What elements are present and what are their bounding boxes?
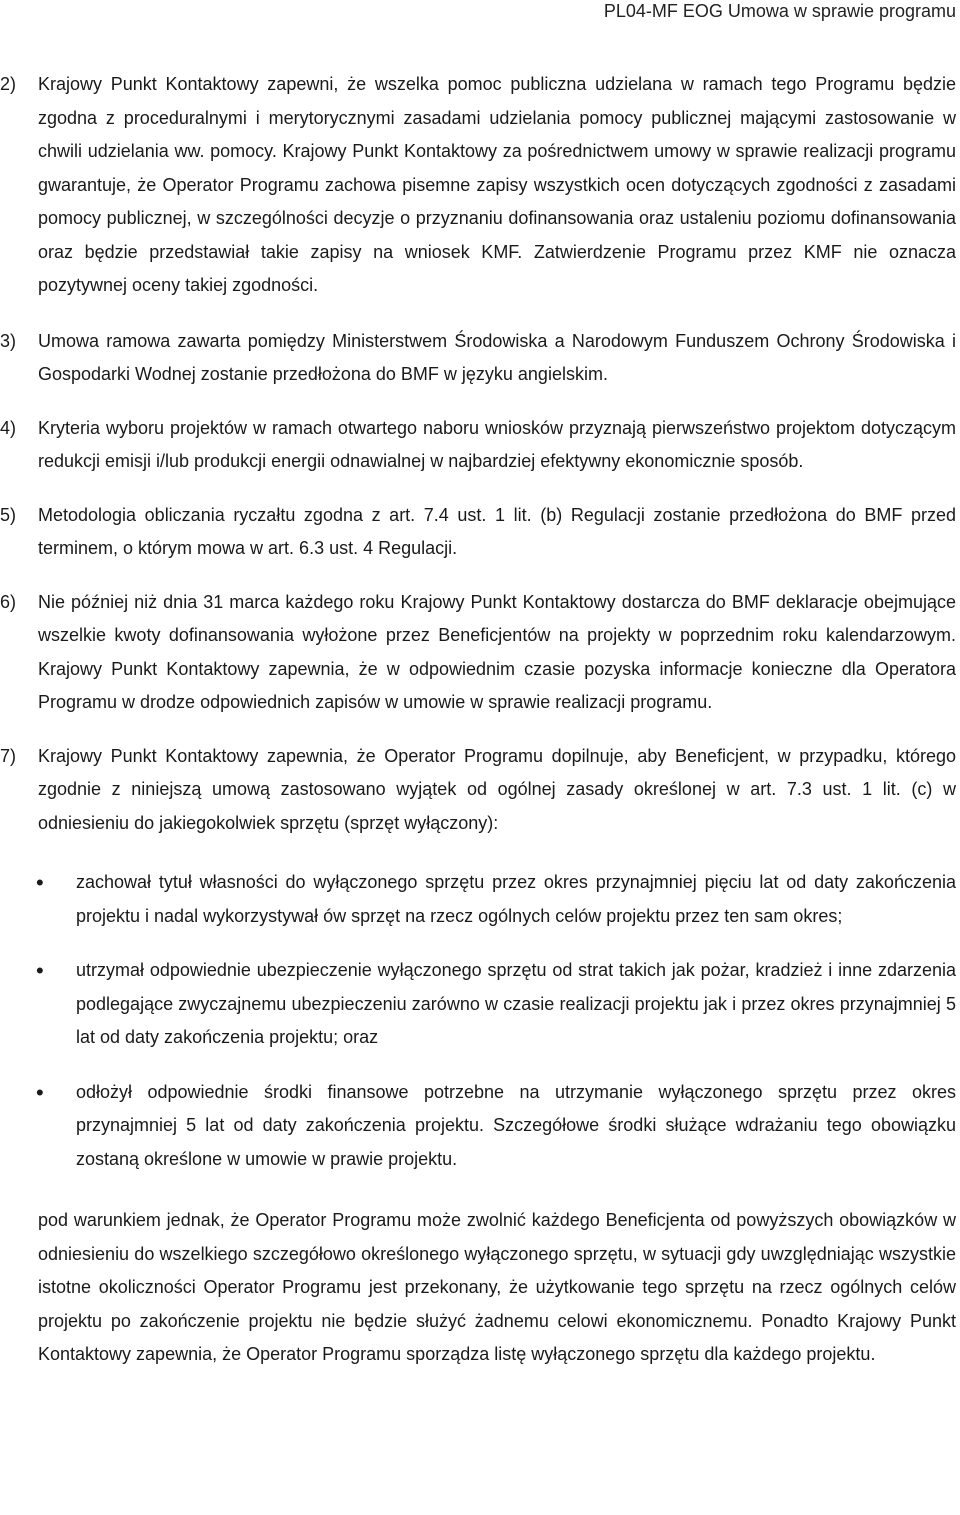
bullet-icon: • <box>36 958 44 983</box>
bullet-icon: • <box>36 870 44 895</box>
closing-paragraph: pod warunkiem jednak, że Operator Programu może zwolnić każdego Beneficjenta od powyższych obowiązków w odniesieniu do wszelkiego szczegółowo określonego wyłączonego sprzętu, w sytuacji gdy uwzględniając wszystkie istotne okoliczności Operator Programu jest przekonany, że użytkowanie tego sprzętu na rzecz ogólnych celów projektu po zakończenie projektu nie będzie służyć żadnemu celowi ekonomicznemu. Ponadto Krajowy Punkt Kontaktowy zapewnia, że Operator Programu sporządza listę wyłączonego sprzętu dla każdego projektu. <box>38 1210 956 1364</box>
bullet-text: zachował tytuł własności do wyłączonego sprzętu przez okres przynajmniej pięciu lat od daty zakończenia projektu i nadal wykorzystywał ów sprzęt na rzecz ogólnych celów projektu przez ten sam okres; <box>76 872 956 926</box>
clause-text: Umowa ramowa zawarta pomiędzy Ministerstwem Środowiska a Narodowym Funduszem Ochrony Środowiska i Gospodarki Wodnej zostanie przedłożona do BMF w języku angielskim. <box>38 330 956 384</box>
clause-text: Kryteria wyboru projektów w ramach otwartego naboru wniosków przyznają pierwszeństwo projektom dotyczącym redukcji emisji i/lub produkcji energii odnawialnej w najbardziej efektywny ekonomicznie sposób. <box>38 417 956 471</box>
clause-text: Krajowy Punkt Kontaktowy zapewnia, że Operator Programu dopilnuje, aby Beneficjent, w przypadku, którego zgodnie z niniejszą umową zastosowano wyjątek od ogólnej zasady określonej w art. 7.3 ust. 1 lit. (c) w odniesieniu do jakiegokolwiek sprzętu (sprzęt wyłączony): <box>38 745 956 833</box>
clause-number: 4) <box>0 417 17 438</box>
bullet-item <box>0 866 956 933</box>
bullet-item <box>0 954 956 1055</box>
clause-number: 7) <box>0 745 17 766</box>
bullet-text: odłożył odpowiednie środki finansowe potrzebne na utrzymanie wyłączonego sprzętu przez okres przynajmniej 5 lat od daty zakończenia projektu. Szczegółowe środki służące wdrażaniu tego obowiązku zostaną określone w umowie w prawie projektu. <box>76 1081 956 1169</box>
clause-text: Krajowy Punkt Kontaktowy zapewni, że wszelka pomoc publiczna udzielana w ramach tego Programu będzie zgodna z proceduralnymi i merytorycznymi zasadami udzielania pomocy publicznej mającymi zastosowanie w chwili udzielania ww. pomocy. Krajowy Punkt Kontaktowy za pośrednictwem umowy w sprawie realizacji programu gwarantuje, że Operator Programu zachowa pisemne zapisy wszystkich ocen dotyczących zgodności z zasadami pomocy publicznej, w szczególności decyzje o przyznaniu dofinansowania oraz ustaleniu poziomu dofinansowania oraz będzie przedstawiał takie zapisy na wniosek KMF. Zatwierdzenie Programu przez KMF nie oznacza pozytywnej oceny takiej zgodności. <box>38 74 956 295</box>
clause-number: 6) <box>0 591 17 612</box>
clause-6 <box>0 586 956 720</box>
document-body <box>0 68 956 1372</box>
clause-3 <box>0 325 956 392</box>
bullet-text: utrzymał odpowiednie ubezpieczenie wyłączonego sprzętu od strat takich jak pożar, kradzież i inne zdarzenia podlegające zwyczajnemu ubezpieczeniu zarówno w czasie realizacji projektu jak i przez okres przynajmniej 5 lat od daty zakończenia projektu; oraz <box>76 960 956 1047</box>
clause-2 <box>0 68 956 303</box>
clause-text: Metodologia obliczania ryczałtu zgodna z art. 7.4 ust. 1 lit. (b) Regulacji zostanie przedłożona do BMF przed terminem, o którym mowa w art. 6.3 ust. 4 Regulacji. <box>38 504 956 558</box>
clause-number: 3) <box>0 330 17 351</box>
clause-4 <box>0 412 956 479</box>
clause-5 <box>0 499 956 566</box>
clause-text: Nie później niż dnia 31 marca każdego roku Krajowy Punkt Kontaktowy dostarcza do BMF deklaracje obejmujące wszelkie kwoty dofinansowania wyłożone przez Beneficjentów na projekty w poprzednim roku kalendarzowym. Krajowy Punkt Kontaktowy zapewnia, że w odpowiednim czasie pozyska informacje konieczne dla Operatora Programu w drodze odpowiednich zapisów w umowie w sprawie realizacji programu. <box>38 591 956 712</box>
clause-7 <box>0 740 956 841</box>
clause-number: 5) <box>0 504 17 525</box>
bullet-item <box>0 1076 956 1177</box>
running-header: PL04-MF EOG Umowa w sprawie programu <box>603 1 956 21</box>
clause-number: 2) <box>0 74 17 94</box>
bullet-icon: • <box>36 1079 44 1105</box>
bullet-list <box>0 866 956 1176</box>
